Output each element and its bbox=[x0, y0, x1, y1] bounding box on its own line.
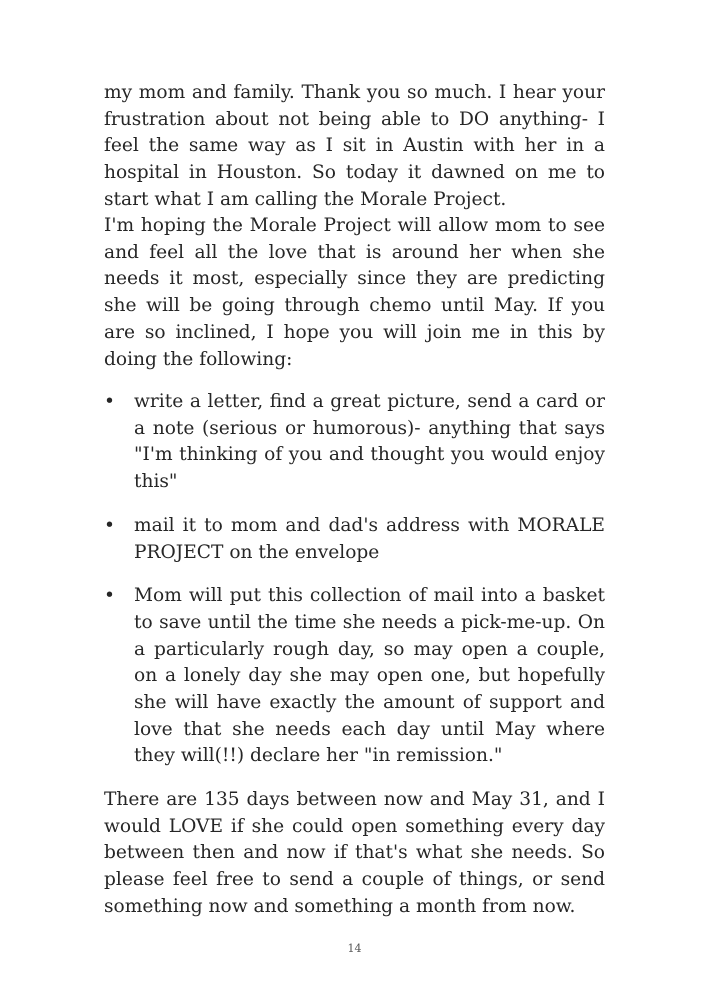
instructions-list bbox=[104, 389, 605, 787]
morale-project-paragraph: I'm hoping the Morale Project will allow mom to see and feel all the love that is around her when she needs it most, especially since they are predicting she will be going through chemo until May. If you are so inclined, I hope you will join me in this by doing the following: bbox=[104, 215, 605, 370]
closing-paragraph: There are 135 days between now and May 31, and I would LOVE if she could open something every day between then and now if that's what she needs. So please feel free to send a couple of things, or send something now and something a month from now. bbox=[104, 789, 605, 917]
list-item bbox=[104, 389, 605, 496]
list-item-text: mail it to mom and dad's address with MORALE PROJECT on the envelope bbox=[134, 514, 605, 563]
list-item-text: Mom will put this collection of mail into a basket to save until the time she needs a pick-me-up. On a particularly rough day, so may open a couple, on a lonely day she may open one, but hopefully she will have exactly the amount of support and love that she needs each day until May where they will(!!) declare her "in remission." bbox=[134, 585, 605, 767]
list-item-text: write a letter, find a great picture, send a card or a note (serious or humorous)- anything that says "I'm thinking of you and thought you would enjoy this" bbox=[134, 391, 605, 493]
list-item bbox=[104, 513, 605, 566]
bullet-icon: • bbox=[104, 585, 115, 607]
page-number: 14 bbox=[347, 942, 362, 955]
bullet-icon: • bbox=[104, 514, 115, 536]
bullet-icon: • bbox=[104, 391, 115, 412]
list-item bbox=[104, 583, 605, 770]
intro-paragraph: my mom and family. Thank you so much. I hear your frustration about not being able to DO anything- I feel the same way as I sit in Austin with her in a hospital in Houston. So today it dawned on me to start what I am calling the Morale Project. bbox=[104, 82, 605, 210]
